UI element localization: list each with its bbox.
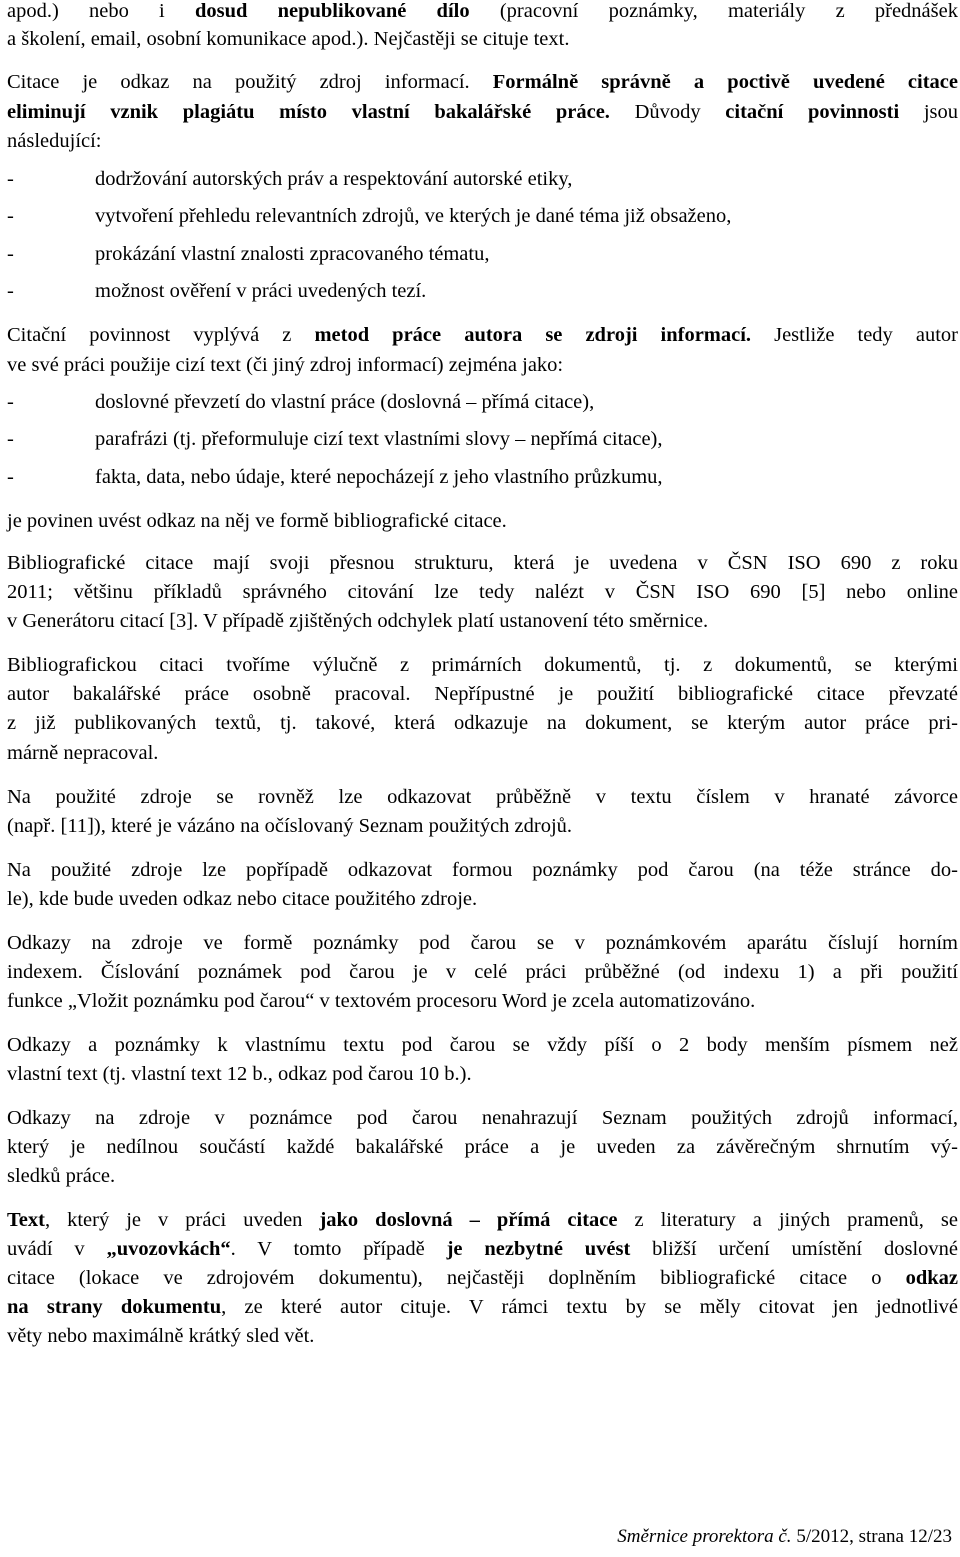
text-line: který je nedílnou součástí každé bakalářské práce a je uveden za závěrečným shrnutím vý- bbox=[7, 1136, 958, 1158]
page-footer: Směrnice prorektora č. 5/2012, strana 12/23 bbox=[617, 1526, 952, 1547]
text-line: Citační povinnost vyplývá z metod práce autora se zdroji informací. Jestliže tedy autor bbox=[7, 324, 958, 346]
list-item: doslovné převzetí do vlastní práce (doslovná – přímá citace), bbox=[95, 391, 595, 413]
list-dash: - bbox=[7, 466, 14, 488]
list-dash: - bbox=[7, 280, 14, 302]
text-line: je povinen uvést odkaz na něj ve formě bibliografické citace. bbox=[7, 510, 507, 532]
text-line: apod.) nebo i dosud nepublikované dílo (pracovní poznámky, materiály z přednášek bbox=[7, 0, 958, 22]
text-line: Na použité zdroje lze popřípadě odkazovat formou poznámky pod čarou (na téže stránce do- bbox=[7, 859, 958, 881]
text-line: Bibliografickou citaci tvoříme výlučně z primárních dokumentů, tj. z dokumentů, se kterými bbox=[7, 654, 958, 676]
text-line: věty nebo maximálně krátký sled vět. bbox=[7, 1325, 315, 1347]
list-item: možnost ověření v práci uvedených tezí. bbox=[95, 280, 427, 302]
list-dash: - bbox=[7, 168, 14, 190]
text-line: následující: bbox=[7, 130, 102, 152]
text-line: Bibliografické citace mají svoji přesnou strukturu, která je uvedena v ČSN ISO 690 z roku bbox=[7, 552, 958, 574]
text-line: le), kde bude uveden odkaz nebo citace použitého zdroje. bbox=[7, 888, 478, 910]
text-line: márně nepracoval. bbox=[7, 742, 159, 764]
text-line: 2011; většinu příkladů správného citování lze tedy nalézt v ČSN ISO 690 [5] nebo online bbox=[7, 581, 958, 603]
text-line: a školení, email, osobní komunikace apod.). Nejčastěji se cituje text. bbox=[7, 28, 570, 50]
text-line: Odkazy na zdroje ve formě poznámky pod čarou se v poznámkovém aparátu číslují horním bbox=[7, 932, 958, 954]
text-line: eliminují vznik plagiátu místo vlastní bakalářské práce. Důvody citační povinnosti jsou bbox=[7, 101, 958, 123]
text-line: (např. [11]), které je vázáno na očíslovaný Seznam použitých zdrojů. bbox=[7, 815, 573, 837]
text-line: z již publikovaných textů, tj. takové, která odkazuje na dokument, se kterým autor práce pri- bbox=[7, 712, 958, 734]
list-dash: - bbox=[7, 205, 14, 227]
text-line: vlastní text (tj. vlastní text 12 b., odkaz pod čarou 10 b.). bbox=[7, 1063, 472, 1085]
text-line: autor bakalářské práce osobně pracoval. Nepřípustné je použití bibliografické citace převzaté bbox=[7, 683, 958, 705]
list-item: vytvoření přehledu relevantních zdrojů, ve kterých je dané téma již obsaženo, bbox=[95, 205, 732, 227]
list-item: prokázání vlastní znalosti zpracovaného tématu, bbox=[95, 243, 490, 265]
list-dash: - bbox=[7, 243, 14, 265]
list-dash: - bbox=[7, 428, 14, 450]
list-item: dodržování autorských práv a respektování autorské etiky, bbox=[95, 168, 573, 190]
list-dash: - bbox=[7, 391, 14, 413]
list-item: parafrázi (tj. přeformuluje cizí text vlastními slovy – nepřímá citace), bbox=[95, 428, 663, 450]
text-line: citace (lokace ve zdrojovém dokumentu), nejčastěji doplněním bibliografické citace o odkaz bbox=[7, 1267, 958, 1289]
text-line: indexem. Číslování poznámek pod čarou je v celé práci průběžné (od indexu 1) a při použití bbox=[7, 961, 958, 983]
text-line: na strany dokumentu, ze které autor cituje. V rámci textu by se měly citovat jen jednotlivé bbox=[7, 1296, 959, 1318]
text-line: Odkazy na zdroje v poznámce pod čarou nenahrazují Seznam použitých zdrojů informací, bbox=[7, 1107, 958, 1129]
text-line: Na použité zdroje se rovněž lze odkazovat průběžně v textu číslem v hranaté závorce bbox=[7, 786, 958, 808]
text-line: funkce „Vložit poznámku pod čarou“ v textovém procesoru Word je zcela automatizováno. bbox=[7, 990, 756, 1012]
list-item: fakta, data, nebo údaje, které nepocházejí z jeho vlastního průzkumu, bbox=[95, 466, 663, 488]
text-line: Citace je odkaz na použitý zdroj informací. Formálně správně a poctivě uvedené citace bbox=[7, 71, 958, 93]
text-line: ve své práci použije cizí text (či jiný zdroj informací) zejména jako: bbox=[7, 354, 564, 376]
text-line: Odkazy a poznámky k vlastnímu textu pod čarou se vždy píší o 2 body menším písmem než bbox=[7, 1034, 958, 1056]
text-line: uvádí v „uvozovkách“. V tomto případě je nezbytné uvést bližší určení umístění doslovné bbox=[7, 1238, 958, 1260]
text-line: Text, který je v práci uveden jako doslovná – přímá citace z literatury a jiných pramenů, se bbox=[7, 1209, 958, 1231]
text-line: sledků práce. bbox=[7, 1165, 116, 1187]
text-line: v Generátoru citací [3]. V případě zjištěných odchylek platí ustanovení této směrnice. bbox=[7, 610, 709, 632]
